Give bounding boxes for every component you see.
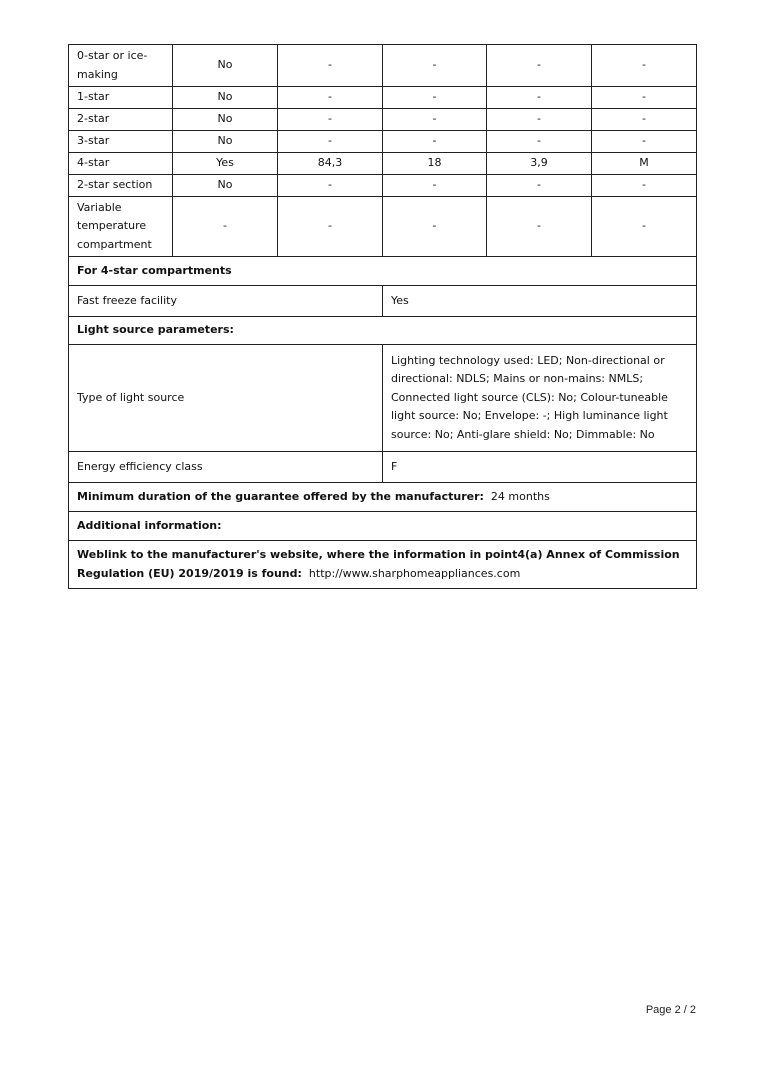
specification-sheet (68, 44, 696, 589)
guarantee-cell (69, 483, 697, 512)
table-cell: - (487, 109, 592, 131)
table-cell: - (278, 45, 383, 87)
table-row (69, 541, 697, 589)
table-cell: - (383, 131, 487, 153)
table-row (69, 452, 697, 483)
table-cell: - (487, 175, 592, 197)
compartment-label: 2-star (69, 109, 173, 131)
table-cell: - (592, 87, 697, 109)
compartment-label: 4-star (69, 153, 173, 175)
table-row (69, 483, 697, 512)
table-row (69, 45, 697, 87)
light-source-type-label: Type of light source (69, 345, 383, 452)
section-row (69, 317, 697, 345)
table-cell: - (383, 175, 487, 197)
compartment-label: Variable temperature compartment (69, 197, 173, 257)
section-row (69, 512, 697, 541)
table-cell: - (383, 109, 487, 131)
table-cell: - (487, 45, 592, 87)
table-cell: - (383, 87, 487, 109)
weblink-label: Weblink to the manufacturer's website, where the information in point4(a) Annex of Commission Regulation (EU) 2019/2019 is found: (77, 547, 680, 580)
table-cell: - (487, 197, 592, 257)
table-cell: - (592, 131, 697, 153)
table-cell: M (592, 153, 697, 175)
energy-class-label: Energy efficiency class (69, 452, 383, 483)
fast-freeze-label: Fast freeze facility (69, 286, 383, 317)
table-row (69, 345, 697, 452)
energy-class-value: F (383, 452, 697, 483)
compartment-present: - (173, 197, 278, 257)
additional-info-heading: Additional information: (69, 512, 697, 541)
table-cell: - (278, 109, 383, 131)
four-star-heading: For 4-star compartments (69, 257, 697, 286)
table-cell: 3,9 (487, 153, 592, 175)
table-cell: - (592, 197, 697, 257)
table-cell: - (592, 45, 697, 87)
light-source-heading: Light source parameters: (69, 317, 697, 345)
table-cell: - (592, 175, 697, 197)
compartment-present: Yes (173, 153, 278, 175)
table-row (69, 175, 697, 197)
product-info-table (68, 44, 697, 589)
table-cell: 84,3 (278, 153, 383, 175)
guarantee-value: 24 months (490, 489, 550, 503)
table-row (69, 286, 697, 317)
compartment-label: 0-star or ice-making (69, 45, 173, 87)
table-row (69, 109, 697, 131)
page-number: Page 2 / 2 (645, 1004, 696, 1016)
table-cell: - (487, 131, 592, 153)
compartment-present: No (173, 45, 278, 87)
table-cell: - (592, 109, 697, 131)
table-cell: - (383, 197, 487, 257)
table-cell: - (383, 45, 487, 87)
light-source-type-value: Lighting technology used: LED; Non-directional or directional: NDLS; Mains or non-mains: NMLS; Connected light source (CLS): No; Colour-tuneable light source: No; Envelope: -; High luminance light source: No; Anti-glare shield: No; Dimmable: No (383, 345, 697, 452)
compartment-label: 2-star section (69, 175, 173, 197)
section-row (69, 257, 697, 286)
weblink-url[interactable]: http://www.sharphomeappliances.com (308, 566, 521, 580)
table-cell: - (487, 87, 592, 109)
compartment-label: 1-star (69, 87, 173, 109)
compartment-label: 3-star (69, 131, 173, 153)
table-row (69, 197, 697, 257)
guarantee-label: Minimum duration of the guarantee offered by the manufacturer: (77, 489, 484, 503)
compartment-present: No (173, 175, 278, 197)
table-cell: - (278, 175, 383, 197)
compartment-present: No (173, 131, 278, 153)
table-cell: - (278, 197, 383, 257)
table-cell: - (278, 131, 383, 153)
table-row (69, 153, 697, 175)
table-cell: - (278, 87, 383, 109)
weblink-cell (69, 541, 697, 589)
compartment-present: No (173, 87, 278, 109)
compartment-present: No (173, 109, 278, 131)
table-row (69, 87, 697, 109)
table-row (69, 131, 697, 153)
fast-freeze-value: Yes (383, 286, 697, 317)
table-cell: 18 (383, 153, 487, 175)
